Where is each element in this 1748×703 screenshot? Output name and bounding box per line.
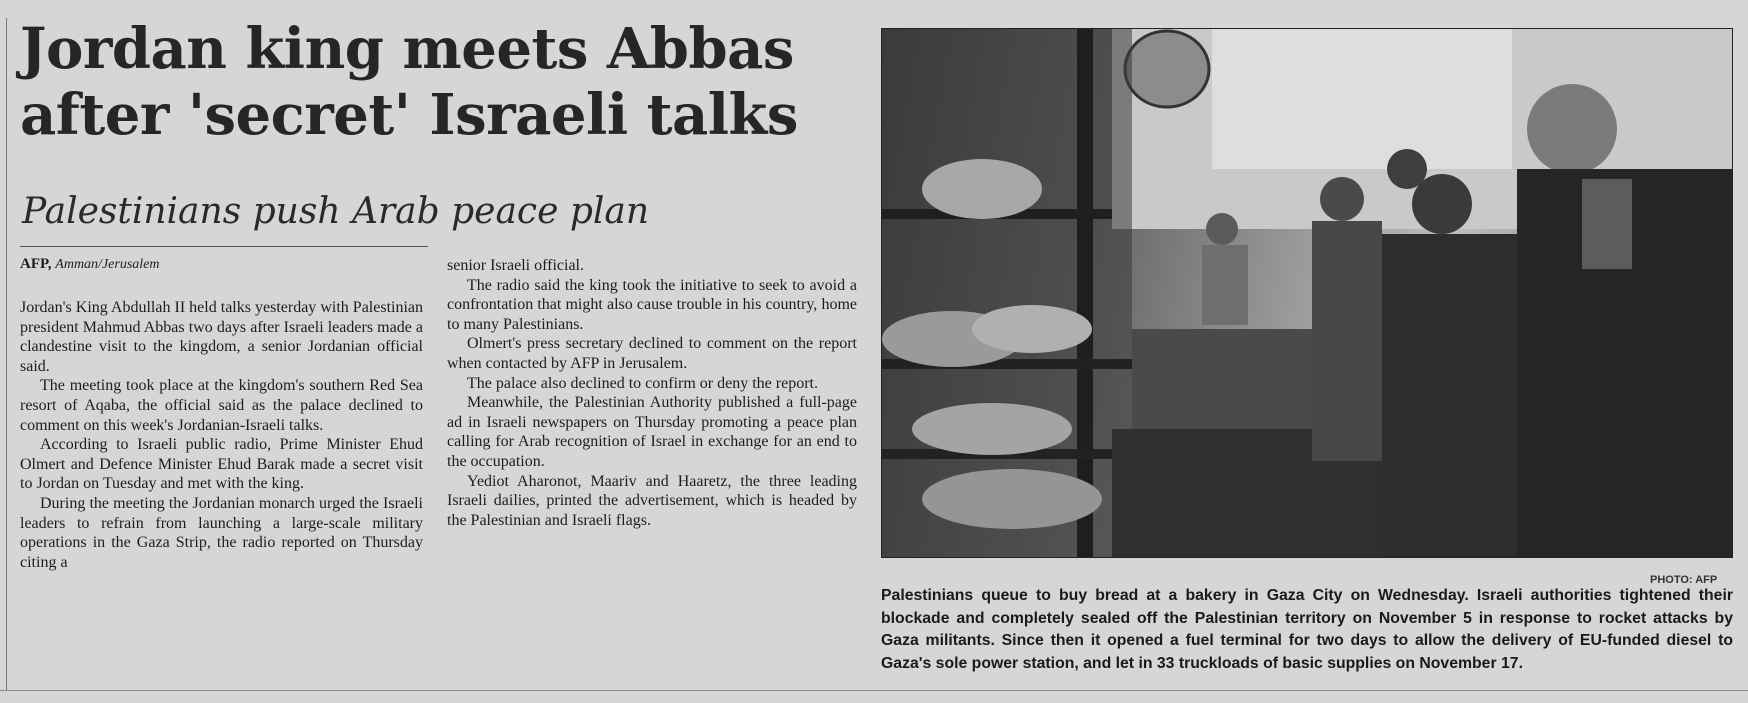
body-paragraph-continued: senior Israeli official.	[447, 257, 584, 274]
headline	[20, 16, 870, 148]
bottom-rule	[0, 690, 1748, 691]
news-photo	[881, 28, 1733, 558]
bakery-queue-illustration	[882, 29, 1732, 557]
dateline	[20, 256, 159, 273]
body-paragraph: Yediot Aharonot, Maariv and Haaretz, the three leading Israeli dailies, printed the advertisement, which is headed by the Palestinian and Israeli flags.	[447, 472, 857, 529]
byline-agency: AFP,	[20, 256, 52, 272]
photo-credit: PHOTO: AFP	[1650, 574, 1718, 586]
subheadline-rule	[20, 246, 428, 247]
body-paragraph: Meanwhile, the Palestinian Authority published a full-page ad in Israeli newspapers on Thursday promoting a peace plan calling for Arab recognition of Israel in exchange for an end to the occupation.	[447, 394, 857, 470]
body-paragraph: Jordan's King Abdullah II held talks yesterday with Palestinian president Mahmud Abbas two days after Israeli leaders made a clandestine visit to the kingdom, a senior Jordanian official said.	[20, 299, 423, 375]
headline-line-1: Jordan king meets Abbas	[20, 16, 794, 82]
byline-location: Amman/Jerusalem	[55, 257, 160, 272]
subheadline: Palestinians push Arab peace plan	[22, 191, 650, 232]
body-paragraph: Olmert's press secretary declined to comment on the report when contacted by AFP in Jerusalem.	[447, 335, 857, 372]
article-column-2	[447, 256, 857, 530]
left-column-rule	[6, 18, 7, 690]
body-paragraph: According to Israeli public radio, Prime Minister Ehud Olmert and Defence Minister Ehud Barak made a secret visit to Jordan on Tuesday and met with the king.	[20, 436, 423, 493]
body-paragraph: The meeting took place at the kingdom's southern Red Sea resort of Aqaba, the official said as the palace declined to comment on this week's Jordanian-Israeli talks.	[20, 377, 423, 434]
photo-caption: Palestinians queue to buy bread at a bakery in Gaza City on Wednesday. Israeli authorities tightened their blockade and completely sealed off the Palestinian territory on November 5 in response to rocket attacks by Gaza militants. Since then it opened a fuel terminal for two days to allow the delivery of EU-funded diesel to Gaza's sole power station, and let in 33 truckloads of basic supplies on November 17.	[881, 587, 1733, 672]
body-paragraph: The palace also declined to confirm or deny the report.	[467, 374, 818, 392]
body-paragraph: The radio said the king took the initiative to seek to avoid a confrontation that might also cause trouble in his country, home to many Palestinians.	[447, 276, 857, 333]
body-paragraph: During the meeting the Jordanian monarch urged the Israeli leaders to refrain from launching a large-scale military operations in the Gaza Strip, the radio reported on Thursday citing a	[20, 494, 423, 571]
article-column-1	[20, 298, 423, 572]
headline-line-2: after 'secret' Israeli talks	[20, 82, 798, 148]
